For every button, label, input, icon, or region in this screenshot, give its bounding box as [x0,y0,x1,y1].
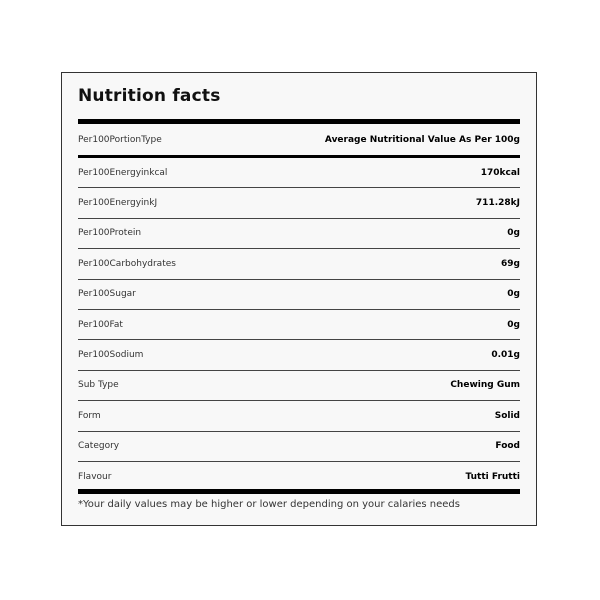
row-label: Per100Fat [78,319,123,330]
row-label: Per100Sugar [78,289,136,300]
row-label: Category [78,441,120,452]
table-row [78,432,520,462]
table-row [78,340,520,370]
row-label: Per100Energyinkcal [78,167,168,178]
table-row [78,219,520,249]
daily-values-footnote: *Your daily values may be higher or lower depending on your calaries needs [78,499,460,510]
nutrition-table [78,124,520,492]
row-value: 0.01g [491,350,520,361]
nutrition-facts-card [61,72,537,526]
table-header-row [78,124,520,158]
row-value: 711.28kJ [475,198,520,209]
row-label: Form [78,410,101,421]
row-value: 0g [507,228,520,239]
row-value: 69g [501,258,520,269]
row-value: Tutti Frutti [465,472,520,483]
table-row [78,462,520,492]
header-label: Per100PortionType [78,134,162,145]
header-value: Average Nutritional Value As Per 100g [324,134,520,145]
row-label: Per100Carbohydrates [78,258,176,269]
row-label: Flavour [78,472,112,483]
table-row [78,280,520,310]
row-label: Per100Sodium [78,350,144,361]
table-row [78,249,520,279]
table-row [78,310,520,340]
table-row [78,188,520,218]
row-value: 170kcal [480,167,520,178]
bottom-divider [78,489,520,494]
row-value: Food [495,441,520,452]
row-value: 0g [507,289,520,300]
row-value: Solid [494,410,520,421]
table-row [78,401,520,431]
row-label: Sub Type [78,380,119,391]
row-value: 0g [507,319,520,330]
row-label: Per100Protein [78,228,142,239]
nutrition-facts-title: Nutrition facts [78,86,221,106]
row-value: Chewing Gum [450,380,520,391]
table-row [78,371,520,401]
table-row [78,158,520,188]
row-label: Per100EnergyinkJ [78,198,158,209]
